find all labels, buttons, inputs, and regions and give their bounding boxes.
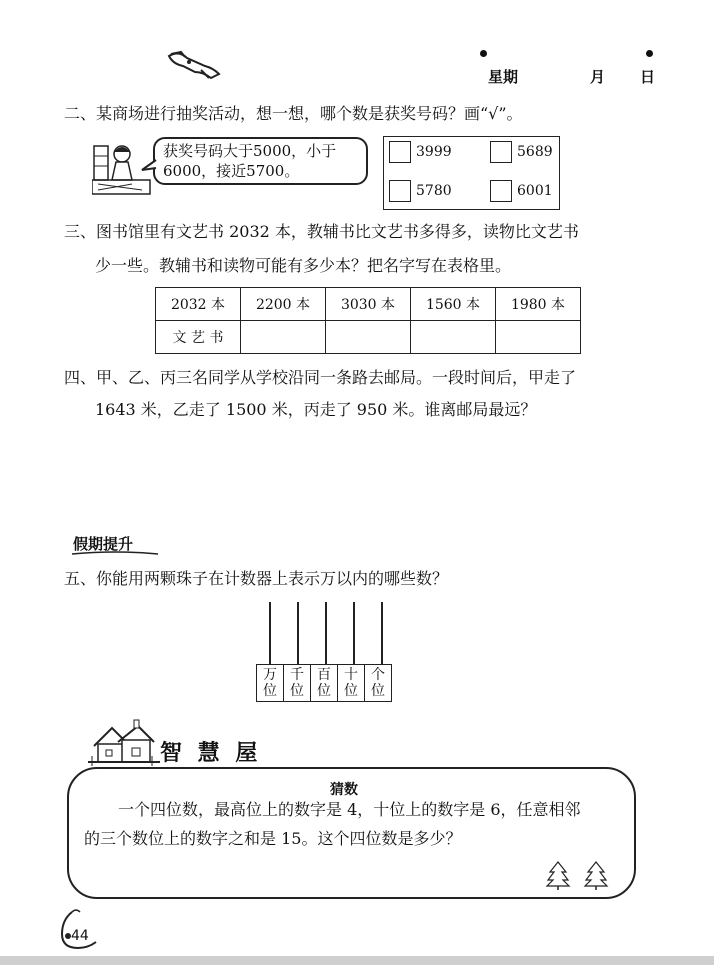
month-label: 月 — [590, 68, 606, 86]
answer-cell[interactable] — [241, 321, 326, 354]
bubble-line-2: 6000，接近5700。 — [163, 162, 300, 180]
book-count-cell: 1980 本 — [496, 288, 581, 321]
abacus-place-table — [256, 664, 392, 702]
place-ones: 个 位 — [365, 665, 392, 702]
answer-cell[interactable] — [411, 321, 496, 354]
place-hundreds: 百 位 — [311, 665, 338, 702]
option-label-5780: 5780 — [416, 183, 452, 199]
book-count-cell: 2200 本 — [241, 288, 326, 321]
q5-text: 五、你能用两颗珠子在计数器上表示万以内的哪些数？ — [64, 569, 449, 588]
house-icon — [88, 718, 160, 768]
option-checkbox-3999[interactable] — [389, 141, 411, 163]
page-bottom-bar — [0, 956, 714, 965]
speech-bubble — [153, 137, 368, 185]
book-table-answer-row — [156, 321, 581, 354]
book-table-header-row — [156, 288, 581, 321]
bubble-tail — [140, 158, 158, 174]
header-dot-left — [480, 50, 487, 57]
page-number: 44 — [71, 928, 89, 944]
book-table — [155, 287, 581, 354]
wisdom-title: 智 慧 屋 — [160, 741, 262, 766]
option-checkbox-5689[interactable] — [490, 141, 512, 163]
puzzle-line-1: 一个四位数，最高位上的数字是 4，十位上的数字是 6，任意相邻 — [118, 800, 581, 819]
option-checkbox-6001[interactable] — [490, 180, 512, 202]
weekday-label: 星期 — [488, 68, 519, 86]
book-type-cell: 文 艺 书 — [156, 321, 241, 354]
puzzle-title: 猜数 — [330, 782, 358, 798]
bubble-line-1: 获奖号码大于5000，小于 — [163, 142, 337, 160]
book-count-cell: 1560 本 — [411, 288, 496, 321]
q3-line-1: 三、图书馆里有文艺书 2032 本，教辅书比文艺书多得多，读物比文艺书 — [64, 222, 579, 241]
option-checkbox-5780[interactable] — [389, 180, 411, 202]
answer-cell[interactable] — [326, 321, 411, 354]
place-ten-thousands: 万 位 — [257, 665, 284, 702]
book-count-cell: 2032 本 — [156, 288, 241, 321]
q4-line-2: 1643 米，乙走了 1500 米，丙走了 950 米。谁离邮局最远？ — [95, 400, 537, 419]
puzzle-line-2: 的三个数位上的数字之和是 15。这个四位数是多少？ — [84, 829, 462, 848]
place-tens: 十 位 — [338, 665, 365, 702]
day-label: 日 — [640, 68, 656, 86]
abacus-rod-5 — [381, 602, 383, 664]
place-thousands: 千 位 — [284, 665, 311, 702]
abacus-rod-3 — [325, 602, 327, 664]
flying-kid-illustration — [165, 48, 225, 84]
option-label-3999: 3999 — [416, 144, 452, 160]
book-count-cell: 3030 本 — [326, 288, 411, 321]
q3-line-2: 少一些。教辅书和读物可能有多少本？把名字写在表格里。 — [95, 256, 512, 275]
answer-cell[interactable] — [496, 321, 581, 354]
option-label-6001: 6001 — [517, 183, 553, 199]
abacus-rod-2 — [297, 602, 299, 664]
q2-text: 二、某商场进行抽奖活动，想一想，哪个数是获奖号码？画“√”。 — [64, 104, 523, 123]
header-dot-right — [646, 50, 653, 57]
option-label-5689: 5689 — [517, 144, 553, 160]
section-title-holiday: 假期提升 — [73, 535, 134, 553]
tree-icon — [545, 860, 571, 890]
tree-icon — [583, 860, 609, 890]
section-title-underline — [70, 550, 160, 558]
abacus-rod-4 — [353, 602, 355, 664]
abacus-rod-1 — [269, 602, 271, 664]
q4-line-1: 四、甲、乙、丙三名同学从学校沿同一条路去邮局。一段时间后，甲走了 — [64, 368, 577, 387]
